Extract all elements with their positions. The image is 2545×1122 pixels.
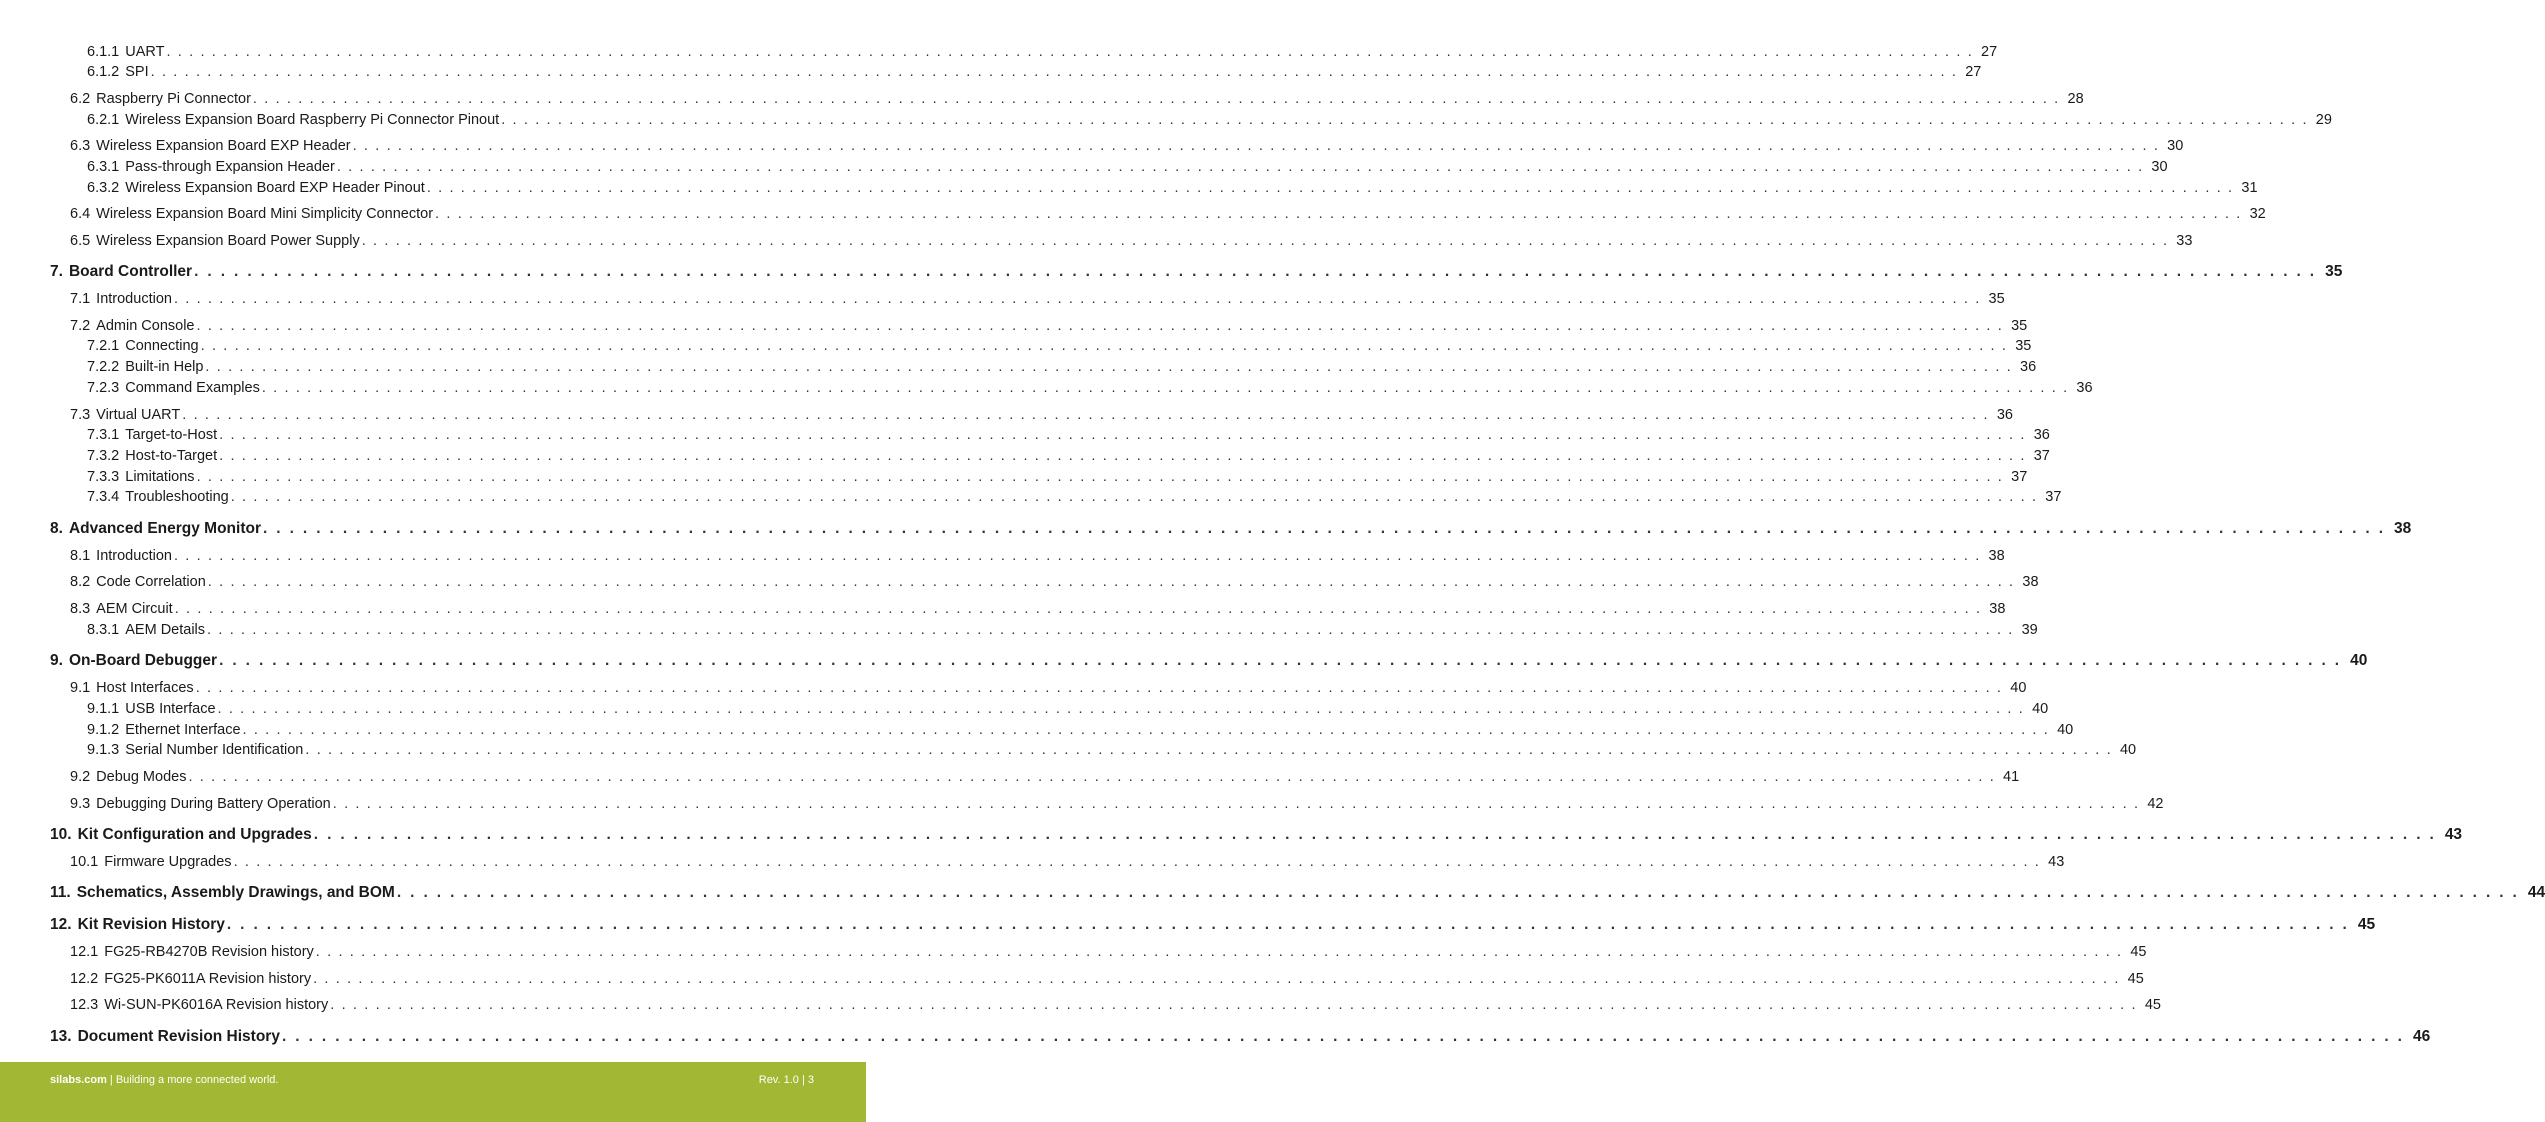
toc-entry-page: 37 bbox=[2045, 489, 2062, 505]
page-footer bbox=[0, 1062, 866, 1122]
toc-entry-page: 35 bbox=[2325, 263, 2343, 280]
toc-entry-title: SPI bbox=[125, 64, 149, 80]
dot-leader: ................................................................................................................................................................ bbox=[435, 206, 2248, 222]
footer-tagline bbox=[50, 1074, 278, 1086]
toc-entry-title: Wireless Expansion Board Mini Simplicity Connector bbox=[96, 206, 434, 222]
toc-entry-page: 39 bbox=[2021, 622, 2038, 638]
toc-entry-number: 7.2.2 bbox=[87, 359, 120, 375]
dot-leader: ................................................................................................................................................................ bbox=[200, 338, 2014, 354]
toc-entry[interactable] bbox=[70, 767, 2020, 787]
toc-entry-page: 43 bbox=[2048, 854, 2065, 870]
dot-leader: ................................................................................................................................................................ bbox=[361, 233, 2175, 249]
toc-entry-title: On-Board Debugger bbox=[68, 652, 218, 669]
toc-entry-number: 9. bbox=[50, 652, 63, 669]
dot-leader: ................................................................................................................................................................ bbox=[233, 854, 2047, 870]
toc-entry[interactable] bbox=[87, 620, 2038, 640]
dot-leader: ................................................................................................................................................................ bbox=[207, 574, 2021, 590]
toc-entry[interactable] bbox=[70, 678, 2027, 698]
toc-entry-number: 6.3.1 bbox=[87, 159, 120, 175]
toc-entry[interactable] bbox=[70, 572, 2039, 592]
toc-entry-title: Connecting bbox=[125, 338, 199, 354]
toc-entry-title: FG25-PK6011A Revision history bbox=[104, 971, 312, 987]
toc-entry-title: Kit Configuration and Upgrades bbox=[77, 826, 312, 843]
toc-entry-number: 7.2.1 bbox=[87, 338, 120, 354]
dot-leader: ................................................................................................................................................................ bbox=[207, 622, 2020, 638]
toc-entry-number: 6.3.2 bbox=[87, 180, 120, 196]
toc-entry[interactable] bbox=[70, 136, 2184, 156]
toc-entry-page: 28 bbox=[2067, 91, 2084, 107]
dot-leader: ................................................................................................................................................................ bbox=[352, 138, 2166, 154]
toc-entry-title: AEM Circuit bbox=[96, 601, 173, 617]
toc-entry-title: Kit Revision History bbox=[77, 916, 225, 933]
toc-entry[interactable] bbox=[87, 178, 2258, 198]
dot-leader: ................................................................................................................................................................ bbox=[173, 291, 1987, 307]
toc-entry-page: 40 bbox=[2032, 701, 2049, 717]
toc-entry-title: Target-to-Host bbox=[125, 427, 218, 443]
toc-entry-title: Host-to-Target bbox=[125, 448, 218, 464]
toc-entry-title: Document Revision History bbox=[77, 1028, 280, 1045]
toc-entry[interactable] bbox=[70, 89, 2084, 109]
toc-entry[interactable] bbox=[87, 62, 1982, 82]
toc-entry-title: Wi-SUN-PK6016A Revision history bbox=[104, 997, 329, 1013]
dot-leader: ................................................................................................................................................................ bbox=[313, 971, 2126, 987]
toc-entry-page: 31 bbox=[2241, 180, 2258, 196]
dot-leader: ................................................................................................................................................................ bbox=[188, 769, 2002, 785]
toc-entry-page: 30 bbox=[2151, 159, 2168, 175]
toc-entry-title: Wireless Expansion Board Power Supply bbox=[96, 233, 360, 249]
toc-entry-title: Raspberry Pi Connector bbox=[96, 91, 251, 107]
toc-entry-number: 9.1.3 bbox=[87, 742, 120, 758]
toc-entry-title: Command Examples bbox=[125, 380, 260, 396]
toc-entry-number: 12. bbox=[50, 916, 72, 933]
toc-entry-page: 46 bbox=[2413, 1028, 2431, 1045]
toc-entry[interactable] bbox=[50, 915, 2376, 935]
toc-entry-number: 7. bbox=[50, 263, 63, 280]
toc-entry-title: Admin Console bbox=[96, 318, 195, 334]
toc-entry-page: 36 bbox=[2076, 380, 2093, 396]
toc-entry-number: 8.1 bbox=[70, 548, 91, 564]
toc-entry[interactable] bbox=[87, 378, 2093, 398]
toc-entry[interactable] bbox=[87, 357, 2037, 377]
toc-entry-page: 38 bbox=[1989, 601, 2006, 617]
toc-entry[interactable] bbox=[50, 825, 2463, 845]
toc-entry-title: Built-in Help bbox=[125, 359, 204, 375]
dot-leader: ................................................................................................................................................................ bbox=[205, 359, 2018, 375]
toc-entry-number: 7.3 bbox=[70, 407, 91, 423]
toc-entry[interactable] bbox=[87, 42, 1998, 62]
toc-entry-page: 38 bbox=[2022, 574, 2039, 590]
toc-entry-number: 7.3.2 bbox=[87, 448, 120, 464]
toc-entry[interactable] bbox=[87, 699, 2049, 719]
toc-entry-number: 7.3.3 bbox=[87, 469, 120, 485]
toc-entry-page: 40 bbox=[2119, 742, 2137, 758]
toc-entry[interactable] bbox=[70, 405, 2013, 425]
toc-entry-number: 6.1.1 bbox=[87, 44, 120, 60]
toc-entry-page: 32 bbox=[2249, 206, 2266, 222]
footer-revision: Rev. 1.0 | 3 bbox=[758, 1074, 814, 1086]
toc-entry[interactable] bbox=[50, 883, 2545, 903]
dot-leader: ................................................................................................................................................................ bbox=[252, 91, 2066, 107]
toc-entry-title: FG25-RB4270B Revision history bbox=[104, 944, 314, 960]
toc-entry-number: 6.2 bbox=[70, 91, 91, 107]
toc-entry-number: 13. bbox=[50, 1028, 72, 1045]
dot-leader: ................................................................................................................................................................ bbox=[426, 180, 2240, 196]
toc-entry[interactable] bbox=[50, 1027, 2431, 1047]
toc-entry-number: 8.2 bbox=[70, 574, 91, 590]
dot-leader: ................................................................................................................................................................ bbox=[305, 742, 2118, 758]
toc-entry-page: 45 bbox=[2127, 971, 2144, 987]
toc-entry-number: 8. bbox=[50, 520, 63, 537]
toc-entry[interactable] bbox=[87, 446, 2050, 466]
toc-entry-number: 10.1 bbox=[70, 854, 99, 870]
toc-entry[interactable] bbox=[70, 599, 2006, 619]
toc-entry-page: 30 bbox=[2167, 138, 2184, 154]
toc-entry-number: 6.4 bbox=[70, 206, 91, 222]
dot-leader: ................................................................................................................................................................ bbox=[174, 601, 1988, 617]
toc-entry-page: 40 bbox=[2057, 722, 2074, 738]
toc-entry-number: 7.1 bbox=[70, 291, 91, 307]
dot-leader: ................................................................................................................................................................ bbox=[219, 427, 2032, 443]
dot-leader: ................................................................................................................................................................ bbox=[501, 112, 2314, 128]
toc-entry-title: Ethernet Interface bbox=[125, 722, 241, 738]
toc-entry[interactable] bbox=[87, 110, 2332, 130]
toc-entry-title: Code Correlation bbox=[96, 574, 206, 590]
dot-leader: ................................................................................................................................................................ bbox=[242, 722, 2056, 738]
toc-entry[interactable] bbox=[70, 942, 2147, 962]
dot-leader: ................................................................................................................................................................ bbox=[166, 44, 1980, 60]
toc-entry[interactable] bbox=[70, 546, 2005, 566]
toc-entry-page: 43 bbox=[2444, 826, 2463, 843]
toc-entry-page: 38 bbox=[2394, 520, 2412, 537]
toc-entry[interactable] bbox=[70, 204, 2266, 224]
toc-entry-title: Board Controller bbox=[68, 263, 193, 280]
dot-leader: ................................................................................................................................................................ bbox=[150, 64, 1964, 80]
toc-entry-number: 7.3.1 bbox=[87, 427, 120, 443]
toc-entry[interactable] bbox=[87, 425, 2050, 445]
toc-entry-number: 7.2.3 bbox=[87, 380, 120, 396]
dot-leader: ................................................................................................................................................................ bbox=[336, 159, 2150, 175]
toc-entry-page: 40 bbox=[2350, 652, 2368, 669]
dot-leader: ................................................................................................................................................................ bbox=[313, 826, 2443, 843]
footer-site-link[interactable]: silabs.com bbox=[50, 1074, 107, 1086]
toc-entry-page: 45 bbox=[2144, 997, 2161, 1013]
dot-leader: ................................................................................................................................................................ bbox=[230, 489, 2044, 505]
toc-entry[interactable] bbox=[87, 157, 2168, 177]
toc-entry-title: Firmware Upgrades bbox=[104, 854, 232, 870]
dot-leader: ................................................................................................................................................................ bbox=[196, 469, 2010, 485]
toc-entry-number: 9.2 bbox=[70, 769, 91, 785]
toc-entry[interactable] bbox=[70, 995, 2161, 1015]
toc-entry[interactable] bbox=[70, 852, 2065, 872]
toc-entry[interactable] bbox=[70, 794, 2164, 814]
toc-entry-title: Limitations bbox=[125, 469, 195, 485]
toc-entry-number: 6.2.1 bbox=[87, 112, 120, 128]
dot-leader: ................................................................................................................................................................ bbox=[330, 997, 2143, 1013]
toc-entry-title: Debug Modes bbox=[96, 769, 187, 785]
toc-entry-number: 6.5 bbox=[70, 233, 91, 249]
dot-leader: ................................................................................................................................................................ bbox=[219, 652, 2349, 669]
toc-entry-title: Troubleshooting bbox=[125, 489, 229, 505]
toc-entry-page: 44 bbox=[2527, 884, 2545, 901]
dot-leader: ................................................................................................................................................................ bbox=[263, 520, 2393, 537]
dot-leader: ................................................................................................................................................................ bbox=[219, 448, 2032, 464]
toc-entry-page: 33 bbox=[2176, 233, 2193, 249]
toc-entry-title: Wireless Expansion Board EXP Header bbox=[96, 138, 351, 154]
toc-entry-title: Virtual UART bbox=[96, 407, 181, 423]
toc-entry-number: 8.3 bbox=[70, 601, 91, 617]
toc-entry-page: 41 bbox=[2003, 769, 2020, 785]
toc-entry[interactable] bbox=[87, 720, 2074, 740]
dot-leader: ................................................................................................................................................................ bbox=[196, 318, 2010, 334]
toc-entry-page: 35 bbox=[2015, 338, 2032, 354]
toc-entry-page: 27 bbox=[1965, 64, 1982, 80]
toc-entry-title: UART bbox=[125, 44, 165, 60]
toc-entry-number: 10. bbox=[50, 826, 72, 843]
toc-entry-page: 36 bbox=[2020, 359, 2037, 375]
toc-entry[interactable] bbox=[70, 231, 2193, 251]
footer-tagline-text: | Building a more connected world. bbox=[106, 1074, 279, 1086]
toc-entry-page: 40 bbox=[2010, 680, 2027, 696]
toc-entry[interactable] bbox=[70, 969, 2144, 989]
toc-entry-title: Host Interfaces bbox=[96, 680, 194, 696]
toc-entry-number: 9.3 bbox=[70, 796, 91, 812]
toc-entry[interactable] bbox=[70, 316, 2028, 336]
toc-entry-page: 42 bbox=[2147, 796, 2164, 812]
dot-leader: ................................................................................................................................................................ bbox=[261, 380, 2075, 396]
toc-entry[interactable] bbox=[87, 336, 2032, 356]
toc-entry-page: 37 bbox=[2033, 448, 2050, 464]
toc-entry-number: 6.1.2 bbox=[87, 64, 120, 80]
toc-entry-page: 45 bbox=[2130, 944, 2147, 960]
toc-entry-number: 12.2 bbox=[70, 971, 99, 987]
toc-entry[interactable] bbox=[87, 487, 2062, 507]
toc-entry-title: Debugging During Battery Operation bbox=[96, 796, 331, 812]
toc-entry-page: 37 bbox=[2011, 469, 2028, 485]
toc-entry-number: 7.2 bbox=[70, 318, 91, 334]
toc-entry-number: 9.1.1 bbox=[87, 701, 120, 717]
dot-leader: ................................................................................................................................................................ bbox=[194, 263, 2324, 280]
dot-leader: ................................................................................................................................................................ bbox=[217, 701, 2031, 717]
toc-entry-page: 35 bbox=[2011, 318, 2028, 334]
toc-entry-title: Introduction bbox=[96, 548, 172, 564]
toc-entry-number: 6.3 bbox=[70, 138, 91, 154]
toc-entry-page: 35 bbox=[1988, 291, 2005, 307]
toc-entry-page: 36 bbox=[1996, 407, 2013, 423]
dot-leader: ................................................................................................................................................................ bbox=[396, 884, 2526, 901]
toc-entry-page: 36 bbox=[2033, 427, 2050, 443]
dot-leader: ................................................................................................................................................................ bbox=[226, 916, 2356, 933]
toc-entry-page: 38 bbox=[1988, 548, 2005, 564]
toc-entry-title: Wireless Expansion Board Raspberry Pi Connector Pinout bbox=[125, 112, 500, 128]
toc-entry-number: 12.1 bbox=[70, 944, 99, 960]
dot-leader: ................................................................................................................................................................ bbox=[182, 407, 1995, 423]
toc-entry-page: 29 bbox=[2315, 112, 2332, 128]
toc-entry-number: 9.1 bbox=[70, 680, 91, 696]
dot-leader: ................................................................................................................................................................ bbox=[332, 796, 2146, 812]
dot-leader: ................................................................................................................................................................ bbox=[281, 1028, 2411, 1045]
toc-entry-number: 12.3 bbox=[70, 997, 99, 1013]
toc-entry-title: Introduction bbox=[96, 291, 172, 307]
toc-entry-page: 45 bbox=[2357, 916, 2376, 933]
toc-entry-number: 9.1.2 bbox=[87, 722, 120, 738]
toc-entry-title: Serial Number Identification bbox=[125, 742, 304, 758]
toc-entry[interactable] bbox=[70, 289, 2005, 309]
toc-entry-title: USB Interface bbox=[125, 701, 216, 717]
dot-leader: ................................................................................................................................................................ bbox=[315, 944, 2129, 960]
toc-entry[interactable] bbox=[50, 519, 2412, 539]
toc-entry-title: Pass-through Expansion Header bbox=[125, 159, 335, 175]
toc-entry-title: Wireless Expansion Board EXP Header Pinout bbox=[125, 180, 425, 196]
toc-entry-title: AEM Details bbox=[125, 622, 206, 638]
toc-entry-number: 11. bbox=[50, 884, 71, 901]
toc-entry[interactable] bbox=[50, 651, 2368, 671]
toc-entry-number: 7.3.4 bbox=[87, 489, 120, 505]
toc-entry-number: 8.3.1 bbox=[87, 622, 120, 638]
toc-entry-title: Advanced Energy Monitor bbox=[68, 520, 261, 537]
toc-entry[interactable] bbox=[87, 467, 2028, 487]
toc-entry[interactable] bbox=[50, 262, 2343, 282]
toc-entry-title: Schematics, Assembly Drawings, and BOM bbox=[76, 884, 395, 901]
dot-leader: ................................................................................................................................................................ bbox=[195, 680, 2009, 696]
toc-entry-page: 27 bbox=[1981, 44, 1998, 60]
dot-leader: ................................................................................................................................................................ bbox=[173, 548, 1987, 564]
toc-entry[interactable] bbox=[87, 740, 2137, 760]
